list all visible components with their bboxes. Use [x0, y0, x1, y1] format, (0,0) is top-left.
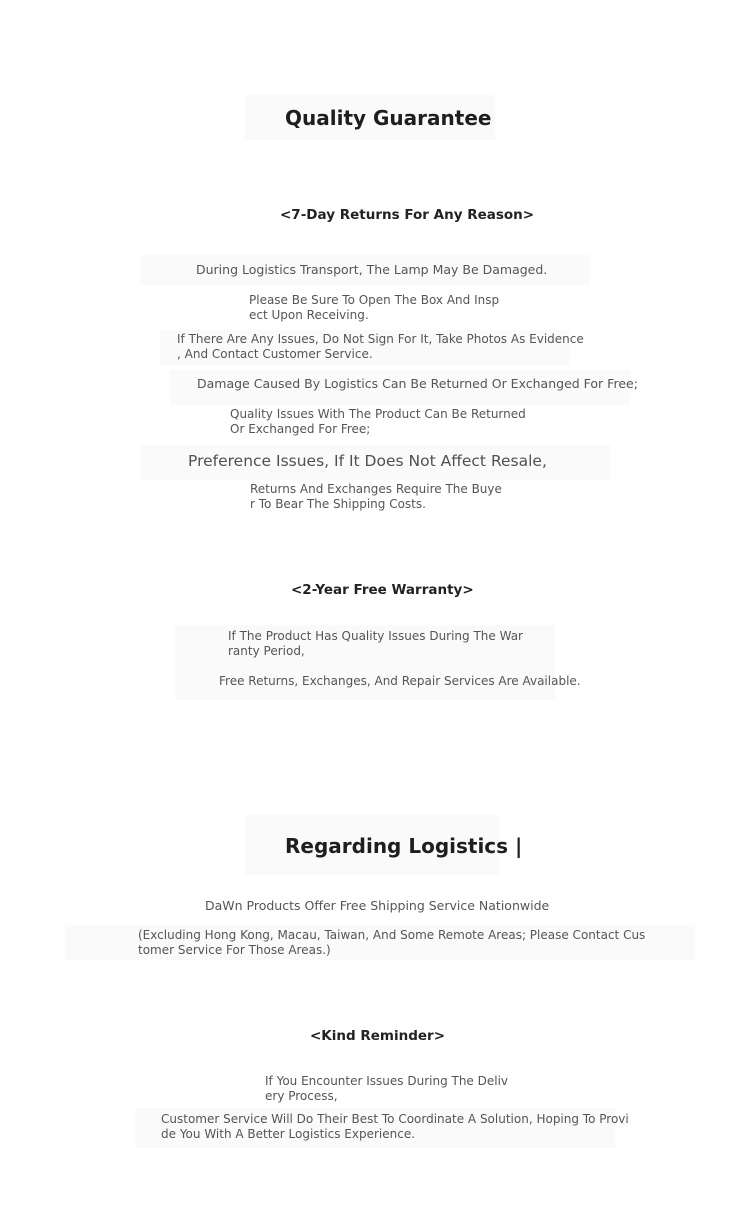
damage-note: During Logistics Transport, The Lamp May Be Damaged.	[196, 262, 548, 277]
warranty-services: Free Returns, Exchanges, And Repair Services Are Available.	[219, 674, 581, 688]
logistics-damage-note: Damage Caused By Logistics Can Be Returned Or Exchanged For Free;	[197, 376, 638, 391]
customer-service-note: Customer Service Will Do Their Best To Coordinate A Solution, Hoping To Provi de You With A Better Logistics Experience.	[161, 1112, 629, 1141]
quality-title: Quality Guarantee	[285, 106, 492, 130]
returns-heading: <7-Day Returns For Any Reason>	[280, 207, 535, 223]
warranty-note: If The Product Has Quality Issues During The War ranty Period,	[228, 629, 523, 658]
shipping-cost-note: Returns And Exchanges Require The Buye r To Bear The Shipping Costs.	[250, 482, 502, 511]
preference-note: Preference Issues, If It Does Not Affect Resale,	[188, 452, 547, 470]
quality-issues-note: Quality Issues With The Product Can Be Returned Or Exchanged For Free;	[230, 407, 526, 436]
delivery-issue-note: If You Encounter Issues During The Deliv ery Process,	[265, 1074, 509, 1103]
free-shipping-note: DaWn Products Offer Free Shipping Service Nationwide	[205, 898, 550, 913]
logistics-title: Regarding Logistics |	[285, 834, 523, 858]
inspect-note: Please Be Sure To Open The Box And Insp ect Upon Receiving.	[249, 293, 500, 322]
reminder-heading: <Kind Reminder>	[310, 1028, 446, 1044]
excluded-areas-note: (Excluding Hong Kong, Macau, Taiwan, And Some Remote Areas; Please Contact Cus tomer Service For Those Areas.)	[138, 928, 646, 957]
warranty-heading: <2-Year Free Warranty>	[291, 582, 474, 598]
issues-note: If There Are Any Issues, Do Not Sign For It, Take Photos As Evidence , And Contact Customer Service.	[177, 332, 584, 361]
